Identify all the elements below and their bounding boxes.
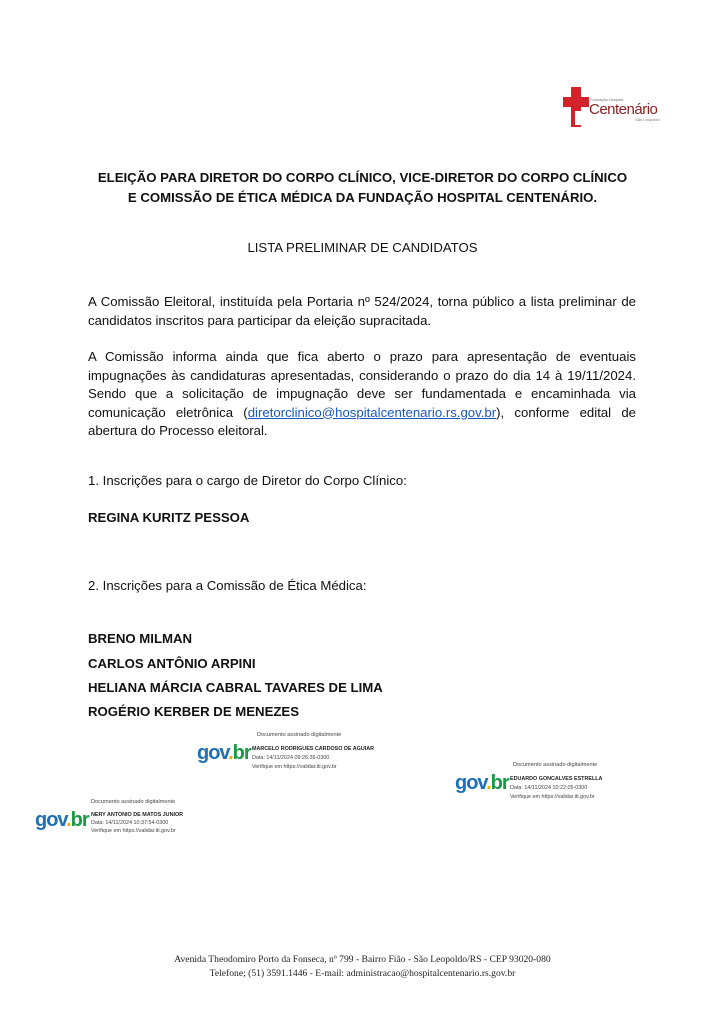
logo-small-bottom: São Leopoldo (635, 117, 660, 122)
hospital-logo (563, 87, 663, 127)
candidate-name: BRENO MILMAN (88, 631, 193, 646)
paragraph-2-after: ), conforme edital de abertura do Processo eleitoral. (88, 404, 636, 438)
email-link[interactable]: diretorclinico@hospitalcentenario.rs.gov.br (247, 404, 497, 420)
digital-signature-block (195, 730, 395, 775)
paragraph-2 (88, 348, 636, 441)
candidate-name: HELIANA MÁRCIA CABRAL TAVARES DE LIMA (88, 680, 383, 695)
logo-small-top: Fundação Hospital (590, 97, 624, 102)
paragraph-2-before: A Comissão informa ainda que fica aberto o prazo para apresentação de eventuais impugnações às candidaturas apresentadas, considerando o prazo do dia 14 à 19/11/2024. Sendo que a solicitação de impugnação deve ser fundamentada e encaminhada via comunicação eletrônica ( (88, 349, 636, 420)
signature-verify: Verifique em https://validar.iti.gov.br (510, 794, 595, 800)
section-2-heading: 2. Inscrições para a Comissão de Ética Médica: (88, 578, 367, 593)
signer-name: EDUARDO GONCALVES ESTRELLA (510, 776, 603, 782)
title-line-2: E COMISSÃO DE ÉTICA MÉDICA DA FUNDAÇÃO HOSPITAL CENTENÁRIO. (127, 190, 598, 205)
signer-name: MARCELO RODRIGUES CARDOSO DE AGUIAR (252, 746, 374, 752)
candidate-name: ROGÉRIO KERBER DE MENEZES (88, 704, 300, 719)
document-title (60, 168, 665, 208)
gov-br-logo: gov.br (197, 742, 251, 764)
paragraph-1: A Comissão Eleitoral, instituída pela Portaria nº 524/2024, torna público a lista preliminar de candidatos inscritos para participar da eleição supracitada. (88, 294, 636, 328)
gov-br-logo: gov.br (35, 809, 89, 831)
red-cross-icon (563, 87, 589, 127)
section-1-heading: 1. Inscrições para o cargo de Diretor do Corpo Clínico: (88, 473, 407, 488)
signature-caption: Documento assinado digitalmente (91, 799, 176, 805)
signer-name: NERY ANTONIO DE MATOS JUNIOR (91, 812, 184, 818)
document-subtitle: LISTA PRELIMINAR DE CANDIDATOS (247, 240, 478, 255)
footer-address: Avenida Theodomiro Porto da Fonseca, nº 799 - Bairro Fião - São Leopoldo/RS - CEP 93020-080 (174, 954, 551, 965)
signature-date: Data: 14/11/2024 10:22:05-0300 (510, 785, 588, 791)
footer-contact: Telefone; (51) 3591.1446 - E-mail: administracao@hospitalcentenario.rs.gov.br (209, 968, 516, 979)
digital-signature-block (453, 760, 653, 805)
logo-main-text: Centenário (589, 101, 658, 118)
signature-caption: Documento assinado digitalmente (513, 762, 598, 768)
signature-caption: Documento assinado digitalmente (257, 732, 342, 738)
signature-verify: Verifique em https://validar.iti.gov.br (91, 828, 176, 834)
signature-date: Data: 14/11/2024 10:37:54-0300 (91, 820, 169, 826)
candidate-name: CARLOS ANTÔNIO ARPINI (88, 656, 256, 671)
page-footer (60, 953, 665, 981)
signature-verify: Verifique em https://validar.iti.gov.br (252, 764, 337, 770)
gov-br-logo: gov.br (455, 772, 509, 794)
candidate-name: REGINA KURITZ PESSOA (88, 510, 250, 525)
title-line-1: ELEIÇÃO PARA DIRETOR DO CORPO CLÍNICO, VICE-DIRETOR DO CORPO CLÍNICO (97, 170, 628, 185)
digital-signature-block (33, 797, 233, 842)
signature-date: Data: 14/11/2024 09:26:36-0300 (252, 755, 330, 761)
